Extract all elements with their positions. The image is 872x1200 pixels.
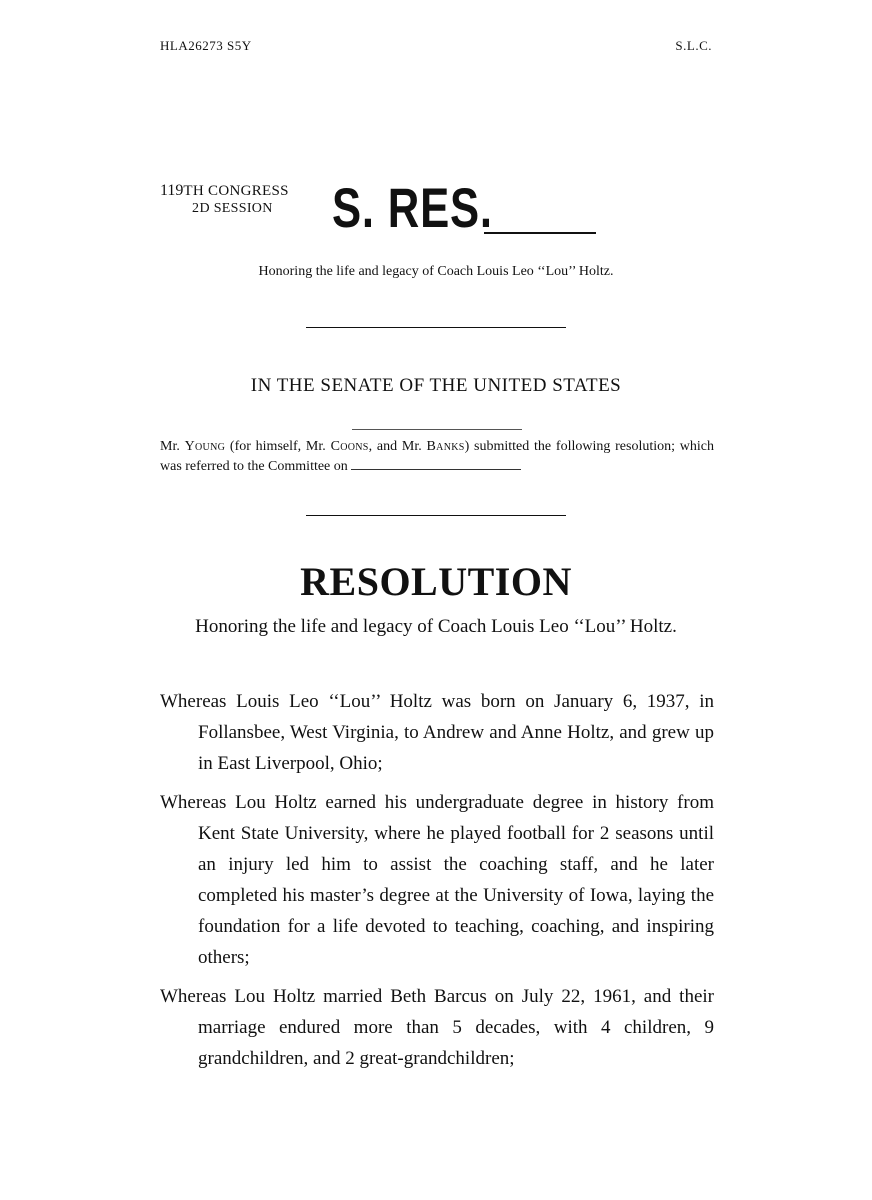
sponsor-text-1: (for himself, Mr.	[229, 439, 326, 454]
sponsor-text-2: , and Mr.	[368, 439, 422, 454]
document-id: HLA26273 S5Y	[160, 38, 252, 53]
congress-number: 119	[160, 182, 184, 199]
bill-number-blank	[484, 232, 596, 234]
session-line	[160, 200, 289, 218]
slc-marker: S.L.C.	[675, 38, 712, 53]
whereas-clause: Whereas Lou Holtz earned his undergraduate degree in history from Kent State University, where he played football for 2 seasons until an injury led him to assist the coaching staff, and he later completed his master’s degree at the University of Iowa, laying the foundation for a life devoted to teaching, coaching, and inspiring others;	[160, 792, 714, 968]
congress-label: TH CONGRESS	[183, 183, 289, 199]
whereas-clause: Whereas Lou Holtz married Beth Barcus on July 22, 1961, and their marriage endured more than 5 decades, with 4 children, 9 grandchildren, and 2 great-grandchildren;	[160, 986, 714, 1069]
cosponsor-name-coons: Coons	[330, 439, 369, 454]
committee-blank	[351, 459, 521, 470]
congress-line	[160, 182, 289, 200]
divider-rule	[306, 327, 566, 328]
thin-divider-rule	[352, 429, 522, 430]
sponsor-statement	[160, 437, 714, 477]
session-number: 2	[192, 201, 200, 216]
resolution-heading: RESOLUTION	[300, 559, 572, 604]
senate-heading: IN THE SENATE OF THE UNITED STATES	[250, 375, 622, 396]
whereas-clauses	[160, 686, 714, 1082]
session-label: D SESSION	[199, 201, 273, 216]
long-title: Honoring the life and legacy of Coach Louis Leo ‘‘Lou’’ Holtz.	[195, 616, 677, 637]
short-title: Honoring the life and legacy of Coach Louis Leo ‘‘Lou’’ Holtz.	[258, 264, 614, 279]
congress-session-block	[160, 182, 289, 218]
cosponsor-name-banks: Banks	[426, 439, 465, 454]
sponsor-prefix: Mr.	[160, 439, 180, 454]
sponsor-text-3: ) submitted the following resolution; which was referred to the Committee on	[160, 439, 715, 474]
whereas-clause: Whereas Louis Leo ‘‘Lou’’ Holtz was born on January 6, 1937, in Follansbee, West Virginia, to Andrew and Anne Holtz, and grew up in East Liverpool, Ohio;	[160, 691, 714, 774]
sponsor-name-young: Young	[184, 439, 226, 454]
bill-designation: S. RES.	[332, 176, 493, 239]
divider-rule	[306, 515, 566, 516]
